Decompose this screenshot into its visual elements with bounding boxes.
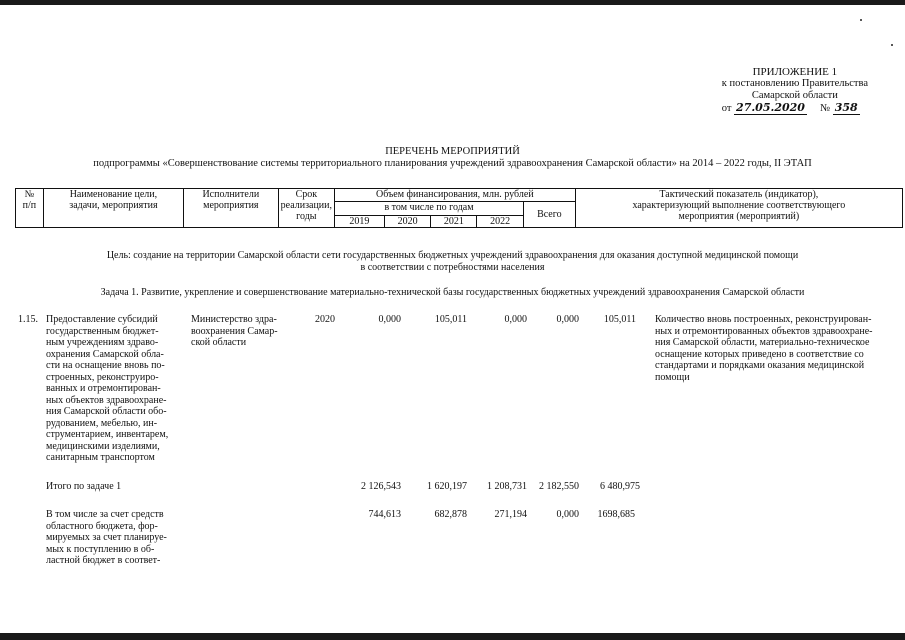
table-header: [15, 188, 903, 228]
total-label: Итого по задаче 1: [46, 481, 122, 492]
task-heading: Задача 1. Развитие, укрепление и совершенствование материально-технической базы государственных бюджетных учреждений здравоохранения Самарской области: [100, 287, 805, 298]
header-year: 2020: [384, 216, 431, 228]
total-value-2022: 2 182,550: [539, 481, 579, 492]
header-total: Всего: [523, 202, 575, 228]
regional-value-2022: 0,000: [556, 509, 579, 520]
row-value-2022: 0,000: [556, 314, 579, 325]
regional-total: 1698,685: [597, 509, 635, 520]
appendix-block: [722, 66, 868, 115]
total-value-2021: 1 208,731: [487, 481, 527, 492]
row-name: Предоставление субсидий государственным бюджет- ным учреждениям здраво- охранения Самарской обла- сти на оснащение вновь по- строенных, реконструиро- ванных и отремонтирован- ных объектов здравоохране- ния Самарской области обо- рудованием, мебелью, ин- струментарием, инвентарем, медицинскими изделиями, санитарным транспортом: [46, 314, 169, 463]
scan-top-border: [0, 0, 905, 5]
regional-value-2019: 744,613: [368, 509, 401, 520]
handwritten-number: 358: [834, 101, 858, 114]
regional-name: В том числе за счет средств областного бюджета, фор- мируемых за счет планируе- мых к поступлению в об- ластной бюджет в соответ-: [46, 509, 167, 566]
row-executor: Министерство здра- воохранения Самар- ской области: [191, 314, 278, 348]
row-value-2019: 0,000: [378, 314, 401, 325]
total-value-2020: 1 620,197: [427, 481, 467, 492]
document-title: ПЕРЕЧЕНЬ МЕРОПРИЯТИЙ: [385, 146, 520, 157]
header-num: № п/п: [16, 189, 44, 228]
row-number: 1.15.: [18, 314, 38, 325]
scan-speck: [860, 19, 862, 21]
row-indicator: Количество вновь построенных, реконструирован- ных и отремонтированных объектов здравоохране- ния Самарской области, материально-техническое оснащение которых приведено в соответствие со стандартами и порядками оказания медицинской помощи: [655, 314, 873, 383]
appendix-title: ПРИЛОЖЕНИЕ 1: [752, 66, 838, 78]
date-prefix: от: [721, 103, 732, 114]
total-value-all: 6 480,975: [600, 481, 640, 492]
handwritten-date: 27.05.2020: [736, 101, 805, 114]
regional-value-2020: 682,878: [434, 509, 467, 520]
appendix-line: к постановлению Правительства: [721, 78, 868, 89]
header-indicator: Тактический показатель (индикатор), характеризующий выполнение соответствующего мероприятия (мероприятий): [575, 189, 902, 228]
scan-bottom-border: [0, 633, 905, 640]
goal-text: Цель: создание на территории Самарской области сети государственных бюджетных учреждений здравоохранения для оказания доступной медицинской помощи: [106, 250, 799, 261]
document-subtitle: подпрограммы «Совершенствование системы территориального планирования учреждений здравоохранения Самарской области» на 2014 – 2022 годы, II ЭТАП: [93, 158, 812, 169]
header-name: Наименование цели, задачи, мероприятия: [43, 189, 183, 228]
header-year: 2021: [431, 216, 477, 228]
header-funding: Объем финансирования, млн. рублей: [335, 189, 576, 202]
row-total: 105,011: [603, 314, 636, 325]
header-year: 2022: [477, 216, 524, 228]
header-year: 2019: [335, 216, 385, 228]
total-value-2019: 2 126,543: [361, 481, 401, 492]
scan-speck: [891, 44, 893, 46]
appendix-line: Самарской области: [751, 90, 838, 101]
appendix-signature-line: [722, 102, 868, 115]
regional-value-2021: 271,194: [494, 509, 527, 520]
header-term: Срок реализации, годы: [278, 189, 334, 228]
header-executors: Исполнители мероприятия: [184, 189, 279, 228]
number-prefix: №: [820, 103, 831, 114]
goal-text-continued: в соответствии с потребностями населения: [360, 262, 545, 273]
row-term: 2020: [315, 314, 335, 325]
row-value-2020: 105,011: [434, 314, 467, 325]
header-by-years: в том числе по годам: [335, 202, 524, 216]
row-value-2021: 0,000: [504, 314, 527, 325]
